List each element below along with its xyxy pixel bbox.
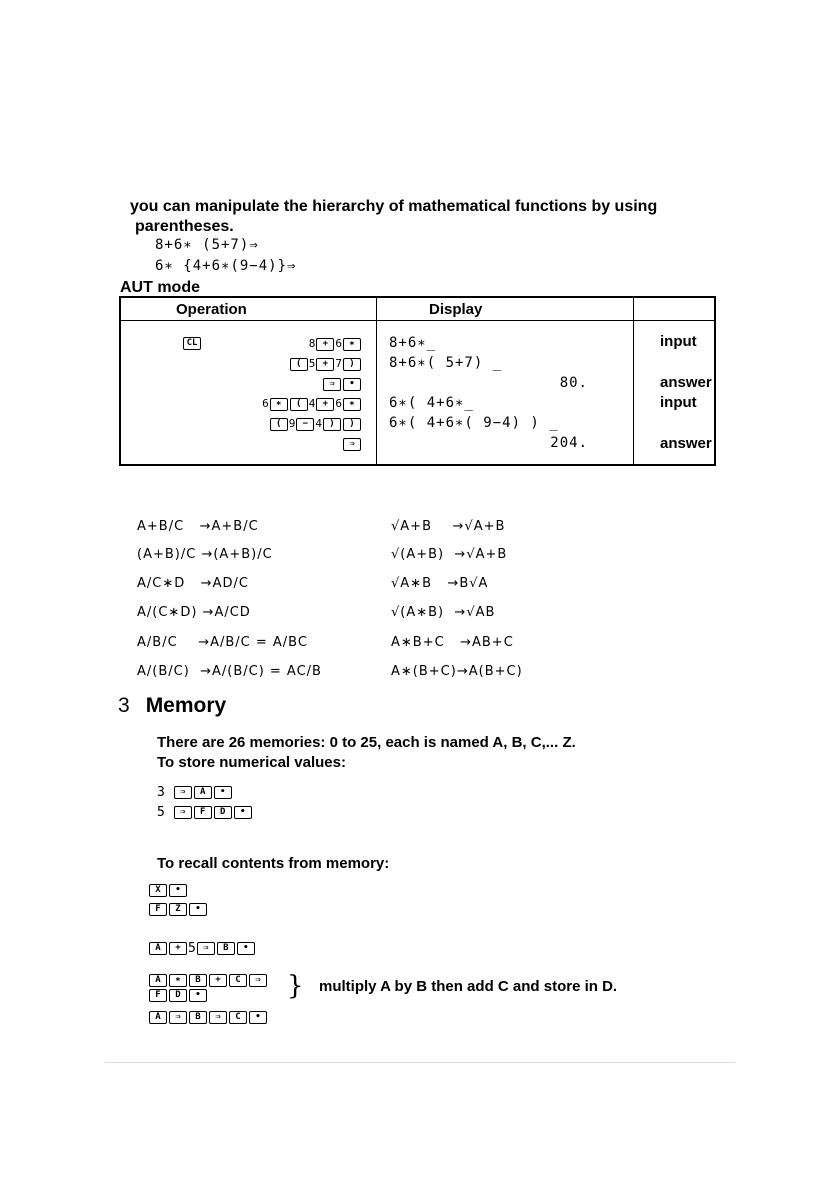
key-z: Z [169,903,187,916]
aut-mode-heading: AUT mode [120,279,200,296]
store-number: 5 [157,805,165,820]
rule-right-1: √A+B →√A+B [391,519,506,534]
key-close-paren: ) [343,418,361,431]
key-f: F [149,989,167,1002]
key-b: B [189,1011,207,1024]
store-row-2 [157,805,253,820]
key-dot: • [169,884,187,897]
note-input: input [660,333,697,350]
rule-right-6: A∗(B+C)→A(B+C) [391,664,523,679]
rule-right-3: √A∗B →B√A [391,576,489,591]
key-store: ⇒ [197,942,215,955]
key-c: C [229,1011,247,1024]
op-row-3 [322,377,362,391]
note-answer: answer [660,374,712,391]
operation-column [120,321,377,465]
op-num: 6 [262,397,269,410]
key-a: A [149,1011,167,1024]
key-open-paren: ( [290,358,308,371]
rule-left-1: A+B/C →A+B/C [137,519,259,534]
recall-row-2 [148,902,208,917]
op-num: 8 [308,337,316,350]
key-c: C [229,974,247,987]
key-plus: + [316,338,334,351]
key-close-paren: ) [323,418,341,431]
key-store: ⇒ [323,378,341,391]
key-d: D [169,989,187,1002]
op-num: 5 [308,357,316,370]
op-num: 6 [335,337,342,350]
memory-paragraph-3: To recall contents from memory: [157,855,390,872]
key-plus: + [316,358,334,371]
display-row-6: 204. [550,435,588,451]
footer-divider [105,1062,735,1063]
key-dot: • [343,378,361,391]
recall-row-1 [148,883,188,898]
op-num: 6 [335,397,342,410]
key-f: F [194,806,212,819]
display-row-1: 8+6∗_ [389,335,437,351]
key-f: F [149,903,167,916]
store-row-1 [157,785,233,800]
display-row-4: 6∗( 4+6∗_ [389,395,474,411]
key-plus: + [316,398,334,411]
key-dot: • [237,942,255,955]
key-open-paren: ( [270,418,288,431]
key-store: ⇒ [343,438,361,451]
key-dot: • [189,989,207,1002]
key-cl: CL [183,337,201,350]
display-row-3: 80. [559,375,588,391]
op-row-6 [342,437,362,451]
key-close-paren: ) [343,358,361,371]
key-multiply: ∗ [343,398,361,411]
memory-paragraph-2: To store numerical values: [157,754,346,771]
op-num: 4 [315,417,322,430]
op-num: 4 [308,397,316,410]
intro-line1: you can manipulate the hierarchy of mathematical functions by using [130,198,658,215]
key-x: X [149,884,167,897]
key-dot: • [189,903,207,916]
key-a: A [194,786,212,799]
grouping-brace: } [287,971,304,1001]
key-d: D [214,806,232,819]
example-1: 8+6∗ (5+7)⇒ [155,237,259,253]
key-store: ⇒ [169,1011,187,1024]
key-plus: + [209,974,227,987]
display-row-5: 6∗( 4+6∗( 9−4) ) _ [389,415,559,431]
key-dot: • [214,786,232,799]
calc-row-2b [148,988,208,1003]
key-store: ⇒ [174,786,192,799]
calc-row-2a [148,973,268,988]
calc-number: 5 [188,941,196,956]
header-operation: Operation [120,297,377,321]
header-display: Display [377,297,634,321]
calc-note: multiply A by B then add C and store in D. [319,978,618,995]
op-row-4 [262,397,362,411]
rule-right-5: A∗B+C →AB+C [391,635,514,650]
section-number: 3 [118,694,130,717]
store-number: 3 [157,785,165,800]
op-row-5 [269,417,362,431]
key-dot: • [234,806,252,819]
section-title: Memory [145,694,227,717]
intro-text [130,197,657,237]
section-heading [118,694,226,718]
key-multiply: ∗ [343,338,361,351]
key-a: A [149,942,167,955]
key-dot: • [249,1011,267,1024]
key-b: B [189,974,207,987]
calc-row-1 [148,941,256,956]
key-multiply: ∗ [270,398,288,411]
key-store: ⇒ [249,974,267,987]
memory-paragraph-1: There are 26 memories: 0 to 25, each is named A, B, C,... Z. [157,734,576,751]
op-row-2 [289,357,362,371]
rule-left-4: A/(C∗D) →A/CD [137,605,251,620]
note-answer: answer [660,435,712,452]
op-num: 7 [335,357,342,370]
key-multiply: ∗ [169,974,187,987]
example-2: 6∗ {4+6∗(9−4)}⇒ [155,258,297,274]
rule-left-2: (A+B)/C →(A+B)/C [137,547,273,562]
op-num: 9 [288,417,296,430]
key-store: ⇒ [209,1011,227,1024]
key-a: A [149,974,167,987]
header-notes [634,297,716,321]
operation-table [119,296,716,466]
rule-left-6: A/(B/C) →A/(B/C) = AC/B [137,664,322,679]
rule-right-2: √(A+B) →√A+B [391,547,508,562]
key-open-paren: ( [290,398,308,411]
key-minus: − [296,418,314,431]
rule-left-5: A/B/C →A/B/C = A/BC [137,635,308,650]
rule-right-4: √(A∗B) →√AB [391,605,496,620]
notes-column [634,321,716,465]
display-row-2: 8+6∗( 5+7) _ [389,355,503,371]
display-column [377,321,634,465]
calc-row-3 [148,1010,268,1025]
note-input: input [660,394,697,411]
key-store: ⇒ [174,806,192,819]
rule-left-3: A/C∗D →AD/C [137,576,249,591]
intro-line2: parentheses. [135,218,234,235]
key-b: B [217,942,235,955]
key-plus: + [169,942,187,955]
